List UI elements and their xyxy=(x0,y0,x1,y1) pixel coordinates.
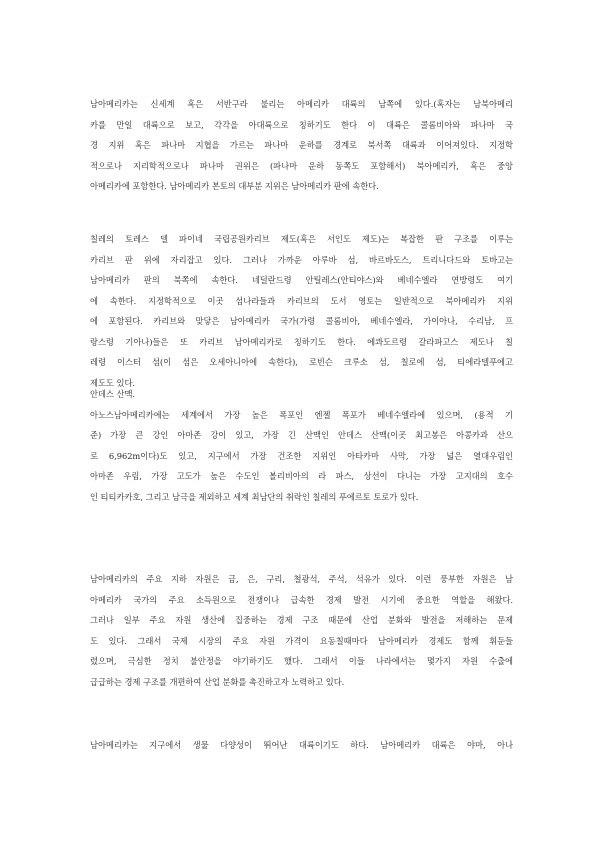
text-line: 남아메리카는 신세계 혹은 서반구라 불리는 아메리카 대륙의 남쪽에 있다.(혹자는 남북아메리 xyxy=(90,99,513,109)
text-line: 아노스남아메리카에는 세계에서 가장 높은 폭포인 엔젤 폭포가 베네수엘라에 있으며, (용적 기 xyxy=(90,409,513,420)
text-line: 준) 가장 큰 강인 아마존 강이 있고, 가장 긴 산맥인 안데스 산맥(이곳 최고봉은 아콩카과 산으 xyxy=(90,430,513,440)
text-line: 아마존 우림, 가장 고도가 높은 수도인 볼리비아의 라 파스, 상선이 다니는 가장 고지대의 호수 xyxy=(90,471,513,481)
text-line: 렸으며, 극심한 정치 불안정을 야기하기도 했다. 그래서 이들 나라에서는 몇가지 자원 수출에 xyxy=(90,656,513,666)
text-line: 경 지위 혹은 파나마 지협을 가르는 파나마 운하를 경계로 북서쪽 대륙과 이어져있다. 지정학 xyxy=(90,140,513,150)
text-line: 카를 만일 대륙으로 보고, 각각을 아대륙으로 칭하기도 한다 이 대륙은 콜롬비아와 파나마 국 xyxy=(90,119,513,130)
text-line: 에 포함된다. 카리브와 맞닿은 남아메리카 국가(가령 콜롬비아, 베네수엘라, 가이아나, 수리남, 프 xyxy=(90,316,513,326)
text-line: 급급하는 경제 구조를 개편하여 산업 분화를 촉진하고자 노력하고 있다. xyxy=(90,676,345,687)
text-line: 랑스령 기아나)들은 또 카리브 남아메리카로 칭하기도 한다. 에콰도르령 갈라파고스 제도나 칠 xyxy=(90,336,513,347)
text-line: 적으로나 지리학적으로나 파나마 권위은 (파나마 운하 동쪽도 포함해서) 북아메리카, 혹은 중앙 xyxy=(90,160,513,171)
text-line: 도 있다. 그래서 국제 시장의 주요 자원 가격이 요동칠때마다 남아메리카 경제도 함께 휘둔들 xyxy=(90,635,513,646)
text-line: 레령 이스터 섬(이 섬은 오세아니아에 속한다), 로빈슨 크루소 섬, 칠로에 섬, 티에라델푸에고 xyxy=(90,357,513,367)
paragraph-resources xyxy=(90,569,513,692)
text-line: 에 속한다. 지정학적으로 이곳 섬나라들과 카리브의 도서 영토는 일반적으로 북아메리카 지위 xyxy=(90,295,513,306)
text-line: 카리브 판 위에 자리잡고 있다. 그러나 가까운 아루바 섬, 바르바도스, 트리니다드와 토바고는 xyxy=(90,254,513,265)
text-line: 로 6,962m이다)도 있고, 지구에서 가장 건조한 지위인 아타카마 사막, 가장 넓은 열대우림인 xyxy=(90,450,513,461)
text-line: 남아메리카의 주요 지하 자원은 금, 은, 구리, 철광석, 주석, 석유가 있다. 이런 풍부한 자원은 남 xyxy=(90,574,513,584)
paragraph-biodiversity xyxy=(90,735,513,756)
paragraph-islands xyxy=(90,229,513,393)
text-line: 제도도 있다. xyxy=(90,377,135,388)
text-line: 인 티티카카호, 그리고 남극을 제외하고 세계 최남단의 취락인 칠레의 푸에르토 토로가 있다. xyxy=(90,491,419,502)
paragraph-intro xyxy=(90,94,513,197)
text-line: 그러나 일부 주요 자원 생산에 집중하는 경제 구조 때문에 산업 분화와 발전을 저해하는 문제 xyxy=(90,615,513,625)
section-heading: 안데스 산맥. xyxy=(90,389,135,399)
text-line: 남아메리카 판의 북쪽에 속한다. 네덜란드령 안틸레스(안티야스)와 베네수엘라 연방령도 여기 xyxy=(90,275,513,285)
text-line: 칠레의 토레스 델 파이네 국립공원카리브 제도(혹은 서인도 제도)는 복잡한 판 구조를 이루는 xyxy=(90,234,513,244)
text-line: 아메리카에 포함한다. 남아메리카 본토의 대부분 지위은 남아메리카 판에 속한다. xyxy=(90,181,379,191)
text-line: 아메리카 국가의 주요 소득원으로 전쟁이나 급속한 경제 발전 시기에 중요한 역할을 해왔다. xyxy=(90,594,513,605)
text-line: 남아메리카는 지구에서 생물 다양성이 뛰어난 대륙이기도 하다. 남아메리카 대륙은 야마, 아나 xyxy=(90,740,513,750)
paragraph-andes xyxy=(90,384,513,507)
